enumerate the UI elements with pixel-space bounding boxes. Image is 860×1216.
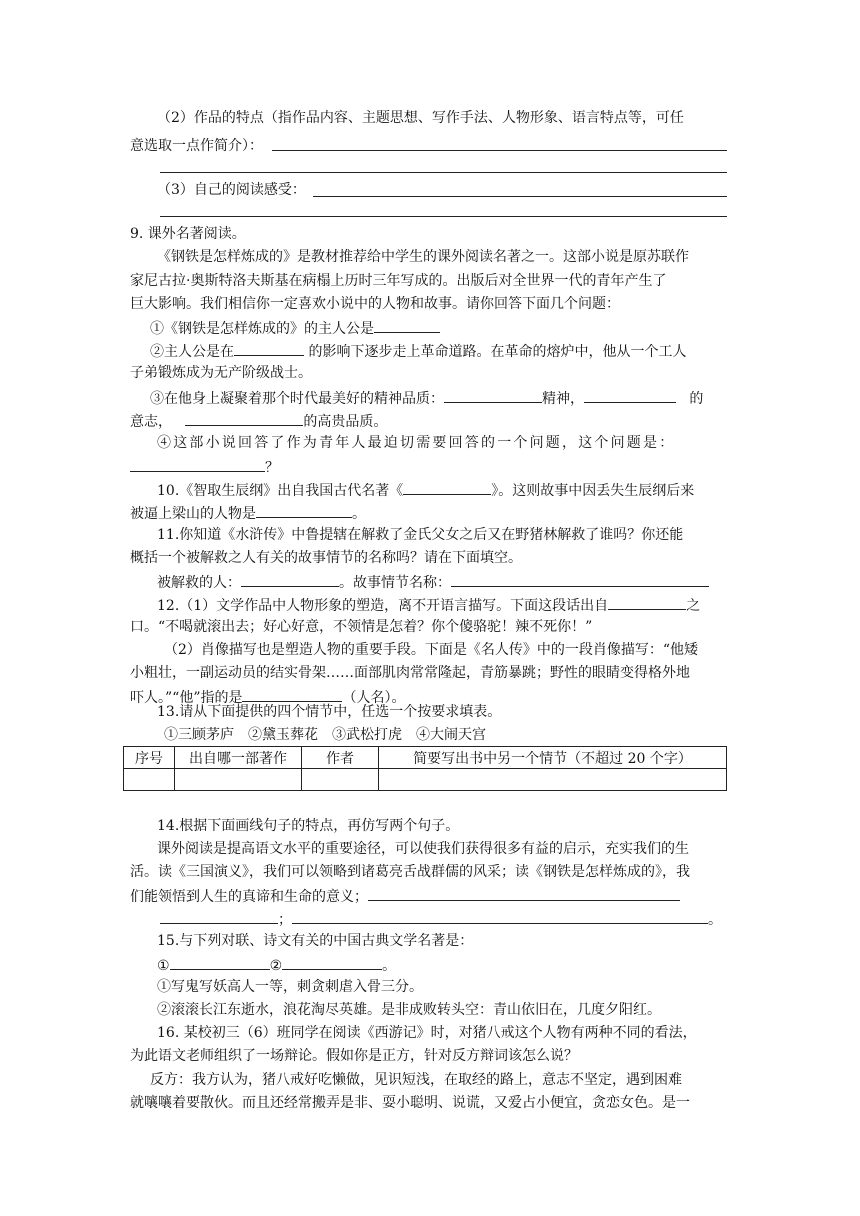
q9-intro-3: 巨大影响。我们相信你一定喜欢小说中的人物和故事。请你回答下面几个问题： <box>130 296 620 312</box>
q8-part3: （3）自己的阅读感受： <box>157 182 306 198</box>
q15-item1: ①写鬼写妖高人一等，刺贪刺虐入骨三分。 <box>157 979 423 995</box>
answer-line[interactable] <box>160 216 727 217</box>
answer-line[interactable] <box>313 196 727 197</box>
answer-blank[interactable] <box>170 954 270 970</box>
q9-sub1: ①《钢铁是怎样炼成的》的主人公是 <box>150 317 440 339</box>
q11-line1: 11.你知道《水浒传》中鲁提辖在解救了金氏父女之后又在野猪林解救了谁吗？你还能 <box>157 527 684 543</box>
q9-sub2: ②主人公是在 的影响下逐步走上革命道路。在革命的熔炉中，他从一个工人 <box>150 340 686 362</box>
table-header-cell: 出自哪一部著作 <box>175 747 302 769</box>
table-cell[interactable] <box>175 769 302 791</box>
answer-blank[interactable] <box>234 340 304 356</box>
q14-title: 14.根据下面画线句子的特点，再仿写两个句子。 <box>157 818 460 834</box>
answer-blank[interactable] <box>608 594 686 610</box>
q10-line1: 10.《智取生辰纲》出自我国古代名著《 》。这则故事中因丢失生辰纲后来 <box>157 479 694 501</box>
q16-line1: 16. 某校初三（6）班同学在阅读《西游记》时，对猪八戒这个人物有两种不同的看法， <box>157 1025 697 1041</box>
q12-line3: （2）肖像描写也是塑造人物的重要手段。下面是《名人传》中的一段肖像描写：“他矮 <box>164 642 699 658</box>
q12-line1: 12.（1）文学作品中人物形象的塑造，离不开语言描写。下面这段话出自 之 <box>157 594 700 616</box>
q14-line4: ； 。 <box>160 908 722 930</box>
q15-item2: ②滚滚长江东逝水，浪花淘尽英雄。是非成败转头空：青山依旧在，几度夕阳红。 <box>157 1002 661 1018</box>
q12-line5: 吓人。”“他”指的是 （人名）。 <box>130 686 405 708</box>
q9-sub3-cont: 意志， 的高贵品质。 <box>130 410 387 432</box>
answer-blank[interactable] <box>130 456 265 472</box>
q14-line1: 课外阅读是提高语文水平的重要途径，可以使我们获得很多有益的启示，充实我们的生 <box>157 841 689 857</box>
q9-title: 9. 课外名著阅读。 <box>130 226 246 242</box>
table-row <box>124 769 727 791</box>
table-header-cell: 序号 <box>124 747 175 769</box>
q14-line2: 活。读《三国演义》，我们可以领略到诸葛亮舌战群儒的风采；读《钢铁是怎样炼成的》，我 <box>130 864 690 880</box>
q8-part2-line2: 意选取一点作简介）： <box>130 138 263 154</box>
table-header-cell: 简要写出书中另一个情节（不超过 20 个字） <box>379 747 727 769</box>
table-header-cell: 作者 <box>302 747 379 769</box>
q9-sub3: ③在他身上凝聚着那个时代最美好的精神品质： 精神， 的 <box>150 387 703 409</box>
answer-blank[interactable] <box>584 387 676 403</box>
q16-line2: 为此语文老师组织了一场辩论。假如你是正方，针对反方辩词该怎么说？ <box>130 1048 578 1064</box>
q11-line2: 概括一个被解救之人有关的故事情节的名称吗？请在下面填空。 <box>130 550 522 566</box>
answer-blank[interactable] <box>368 885 680 901</box>
q14-line3: 们能领悟到人生的真谛和生命的意义； <box>130 885 680 907</box>
q13-title: 13.请从下面提供的四个情节中，任选一个按要求填表。 <box>157 704 502 720</box>
q15-answers: ① ② 。 <box>157 954 396 976</box>
q9-sub2-cont: 子弟锻炼成为无产阶级战士。 <box>130 365 312 381</box>
answer-blank[interactable] <box>256 502 352 518</box>
q9-intro-1: 《钢铁是怎样炼成的》是教材推荐给中学生的课外阅读名著之一。这部小说是原苏联作 <box>157 249 689 265</box>
answer-table <box>123 746 727 791</box>
answer-line[interactable] <box>160 172 727 173</box>
q9-sub4-cont: ？ <box>130 456 279 478</box>
q16-line4: 就嚷嚷着要散伙。而且还经常搬弄是非、耍小聪明、说谎，又爱占小便宜，贪恋女色。是一 <box>130 1095 690 1111</box>
answer-blank[interactable] <box>292 908 708 924</box>
answer-blank[interactable] <box>451 571 709 587</box>
table-cell[interactable] <box>302 769 379 791</box>
q12-line2: 口。“不喝就滚出去；好心好意，不领情是怎着？你个傻骆驼！辣不死你！” <box>130 619 593 635</box>
q15-title: 15.与下列对联、诗文有关的中国古典文学名著是： <box>157 933 474 949</box>
q9-sub4: ④这部小说回答了作为青年人最迫切需要回答的一个问题，这个问题是： <box>157 435 676 451</box>
answer-line[interactable] <box>272 150 727 151</box>
table-cell[interactable] <box>379 769 727 791</box>
q13-options: ①三顾茅庐 ②黛玉葬花 ③武松打虎 ④大闹天宫 <box>164 727 486 743</box>
q9-intro-2: 家尼古拉·奥斯特洛夫斯基在病榻上历时三年写成的。出版后对全世界一代的青年产生了 <box>130 273 667 289</box>
answer-blank[interactable] <box>444 387 542 403</box>
answer-blank[interactable] <box>185 410 303 426</box>
q10-line2: 被逼上梁山的人物是 。 <box>130 502 366 524</box>
answer-blank[interactable] <box>242 686 342 702</box>
q8-part2-line1: （2）作品的特点（指作品内容、主题思想、写作手法、人物形象、语言特点等，可任 <box>157 110 684 126</box>
table-cell[interactable] <box>124 769 175 791</box>
answer-blank[interactable] <box>374 317 440 333</box>
answer-blank[interactable] <box>403 479 491 495</box>
q12-line4: 小粗壮，一副运动员的结实骨架……面部肌肉常常隆起，青筋暴跳；野性的眼睛变得格外地 <box>130 665 690 681</box>
answer-blank[interactable] <box>241 571 339 587</box>
table-header-row <box>124 747 727 769</box>
q11-answer-line: 被解救的人： 。故事情节名称： <box>157 571 709 593</box>
answer-blank[interactable] <box>282 954 382 970</box>
answer-blank[interactable] <box>160 908 278 924</box>
q16-line3: 反方：我方认为，猪八戒好吃懒做，见识短浅，在取经的路上，意志不坚定，遇到困难 <box>150 1072 682 1088</box>
